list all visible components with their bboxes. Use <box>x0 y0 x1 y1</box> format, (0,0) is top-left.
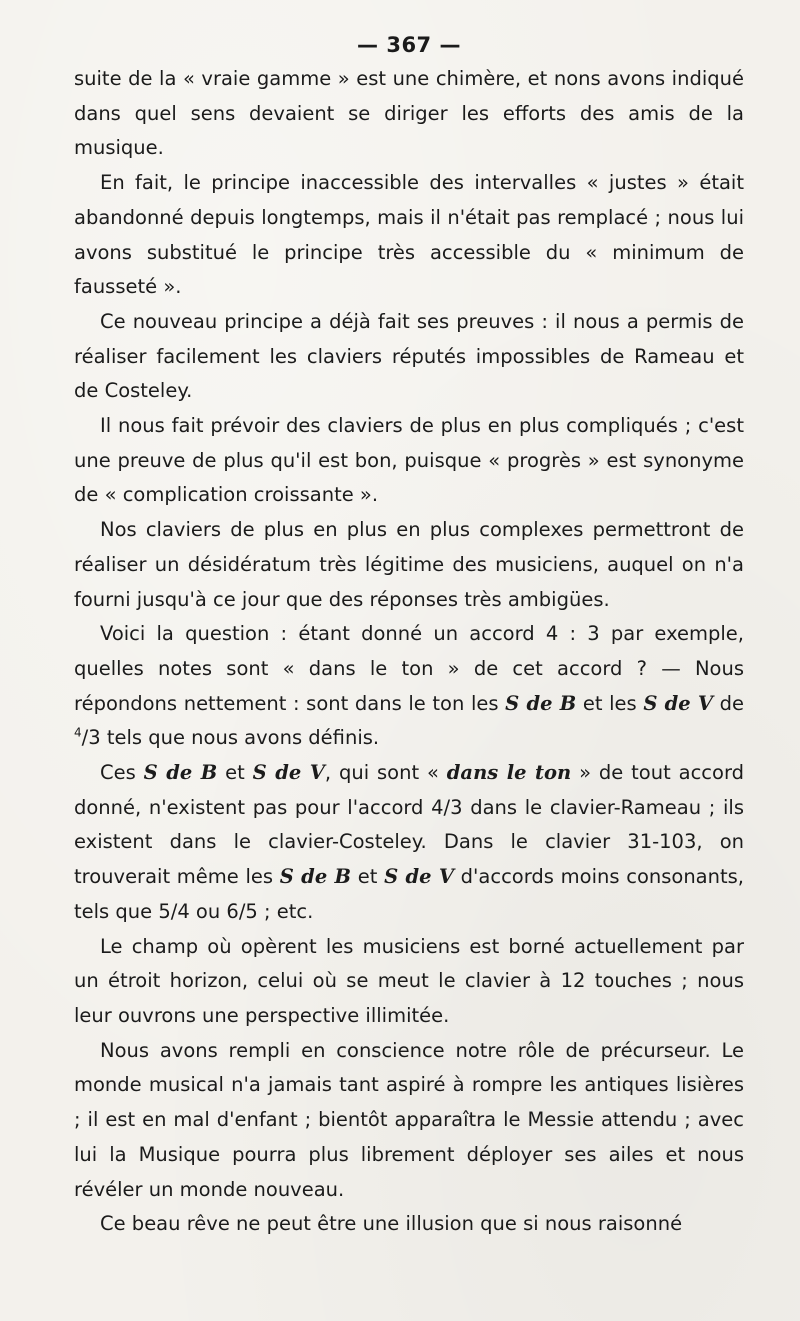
paragraph-7-term-dans-le-ton: dans le ton <box>446 761 572 785</box>
paragraph-5: Nos claviers de plus en plus en plus complexes permettront de réaliser un désidératum très légitime des musiciens, auquel on n'a fourni jusqu'à ce jour que des réponses très ambigües. <box>74 518 744 611</box>
paragraph-7-term-sdeb-1: S de B <box>143 761 218 785</box>
paragraph-9: Nous avons rempli en conscience notre rôle de précurseur. Le monde musical n'a jamais tant aspiré à rompre les antiques lisières ; il est en mal d'enfant ; bientôt apparaîtra le Messie attendu ; avec lui la Musique pourra plus librement déployer ses ailes et nous révéler un monde nouveau. <box>74 1038 744 1201</box>
paragraph-7-term-sdev-1: S de V <box>252 761 325 785</box>
paragraph-6-term-sdeb: S de B <box>505 691 577 715</box>
paragraph-7-term-sdev-2: S de V <box>384 865 454 889</box>
paragraph-6-superscript: 4 <box>74 725 82 740</box>
paragraph-7-text-g: » de tout accord donné, n'existent pas pour l'accord 4/3 dans le clavier-Rameau ; ils existent dans le clavier-Costeley. Dans le clavier 31-103, on trouverait même les <box>74 761 744 889</box>
paragraph-7-text-e: , qui sont « <box>324 761 447 785</box>
paragraph-8: Le champ où opèrent les musiciens est borné actuellement par un étroit horizon, celui où se meut le clavier à 12 touches ; nous leur ouvrons une perspective illimitée. <box>74 934 744 1027</box>
body-text <box>74 62 744 1242</box>
paragraph-7-text-i: et <box>351 865 385 889</box>
paragraph-6 <box>74 617 744 756</box>
paragraph-6-text-g: /3 tels que nous avons définis. <box>81 726 380 750</box>
paragraph-10: Ce beau rêve ne peut être une illusion que si nous raisonné <box>100 1212 683 1236</box>
page-number: — 367 — <box>357 33 461 57</box>
paragraph-6-text-a: Voici la question : étant donné un accord 4 : 3 par exemple, quelles notes sont « dans le ton » de cet accord ? — Nous répondons nettement : sont dans le ton les <box>74 622 744 715</box>
paragraph-2: En fait, le principe inaccessible des intervalles « justes » était abandonné depuis longtemps, mais il n'était pas remplacé ; nous lui avons substitué le principe très accessible du « minimum de fausseté ». <box>74 171 744 299</box>
paragraph-1: suite de la « vraie gamme » est une chimère, et nons avons indiqué dans quel sens devaient se diriger les efforts des amis de la musique. <box>74 67 744 160</box>
paragraph-6-text-e: de <box>713 691 745 715</box>
paragraph-7-text-k: d'accords moins consonants, tels que 5/4 ou 6/5 ; etc. <box>74 865 744 923</box>
paragraph-6-text-c: et les <box>576 691 644 715</box>
paragraph-7-text-c: et <box>217 761 253 785</box>
paragraph-6-term-sdev: S de V <box>643 691 713 715</box>
paragraph-7-text-a: Ces <box>100 761 144 785</box>
paragraph-3: Ce nouveau principe a déjà fait ses preuves : il nous a permis de réaliser facilement les claviers réputés impossibles de Rameau et de Costeley. <box>74 309 744 403</box>
paragraph-7-term-sdeb-2: S de B <box>279 865 352 889</box>
paragraph-4: Il nous fait prévoir des claviers de plus en plus compliqués ; c'est une preuve de plus qu'il est bon, puisque « progrès » est synonyme de « complication croissante ». <box>74 414 744 507</box>
paragraph-7 <box>74 756 744 930</box>
